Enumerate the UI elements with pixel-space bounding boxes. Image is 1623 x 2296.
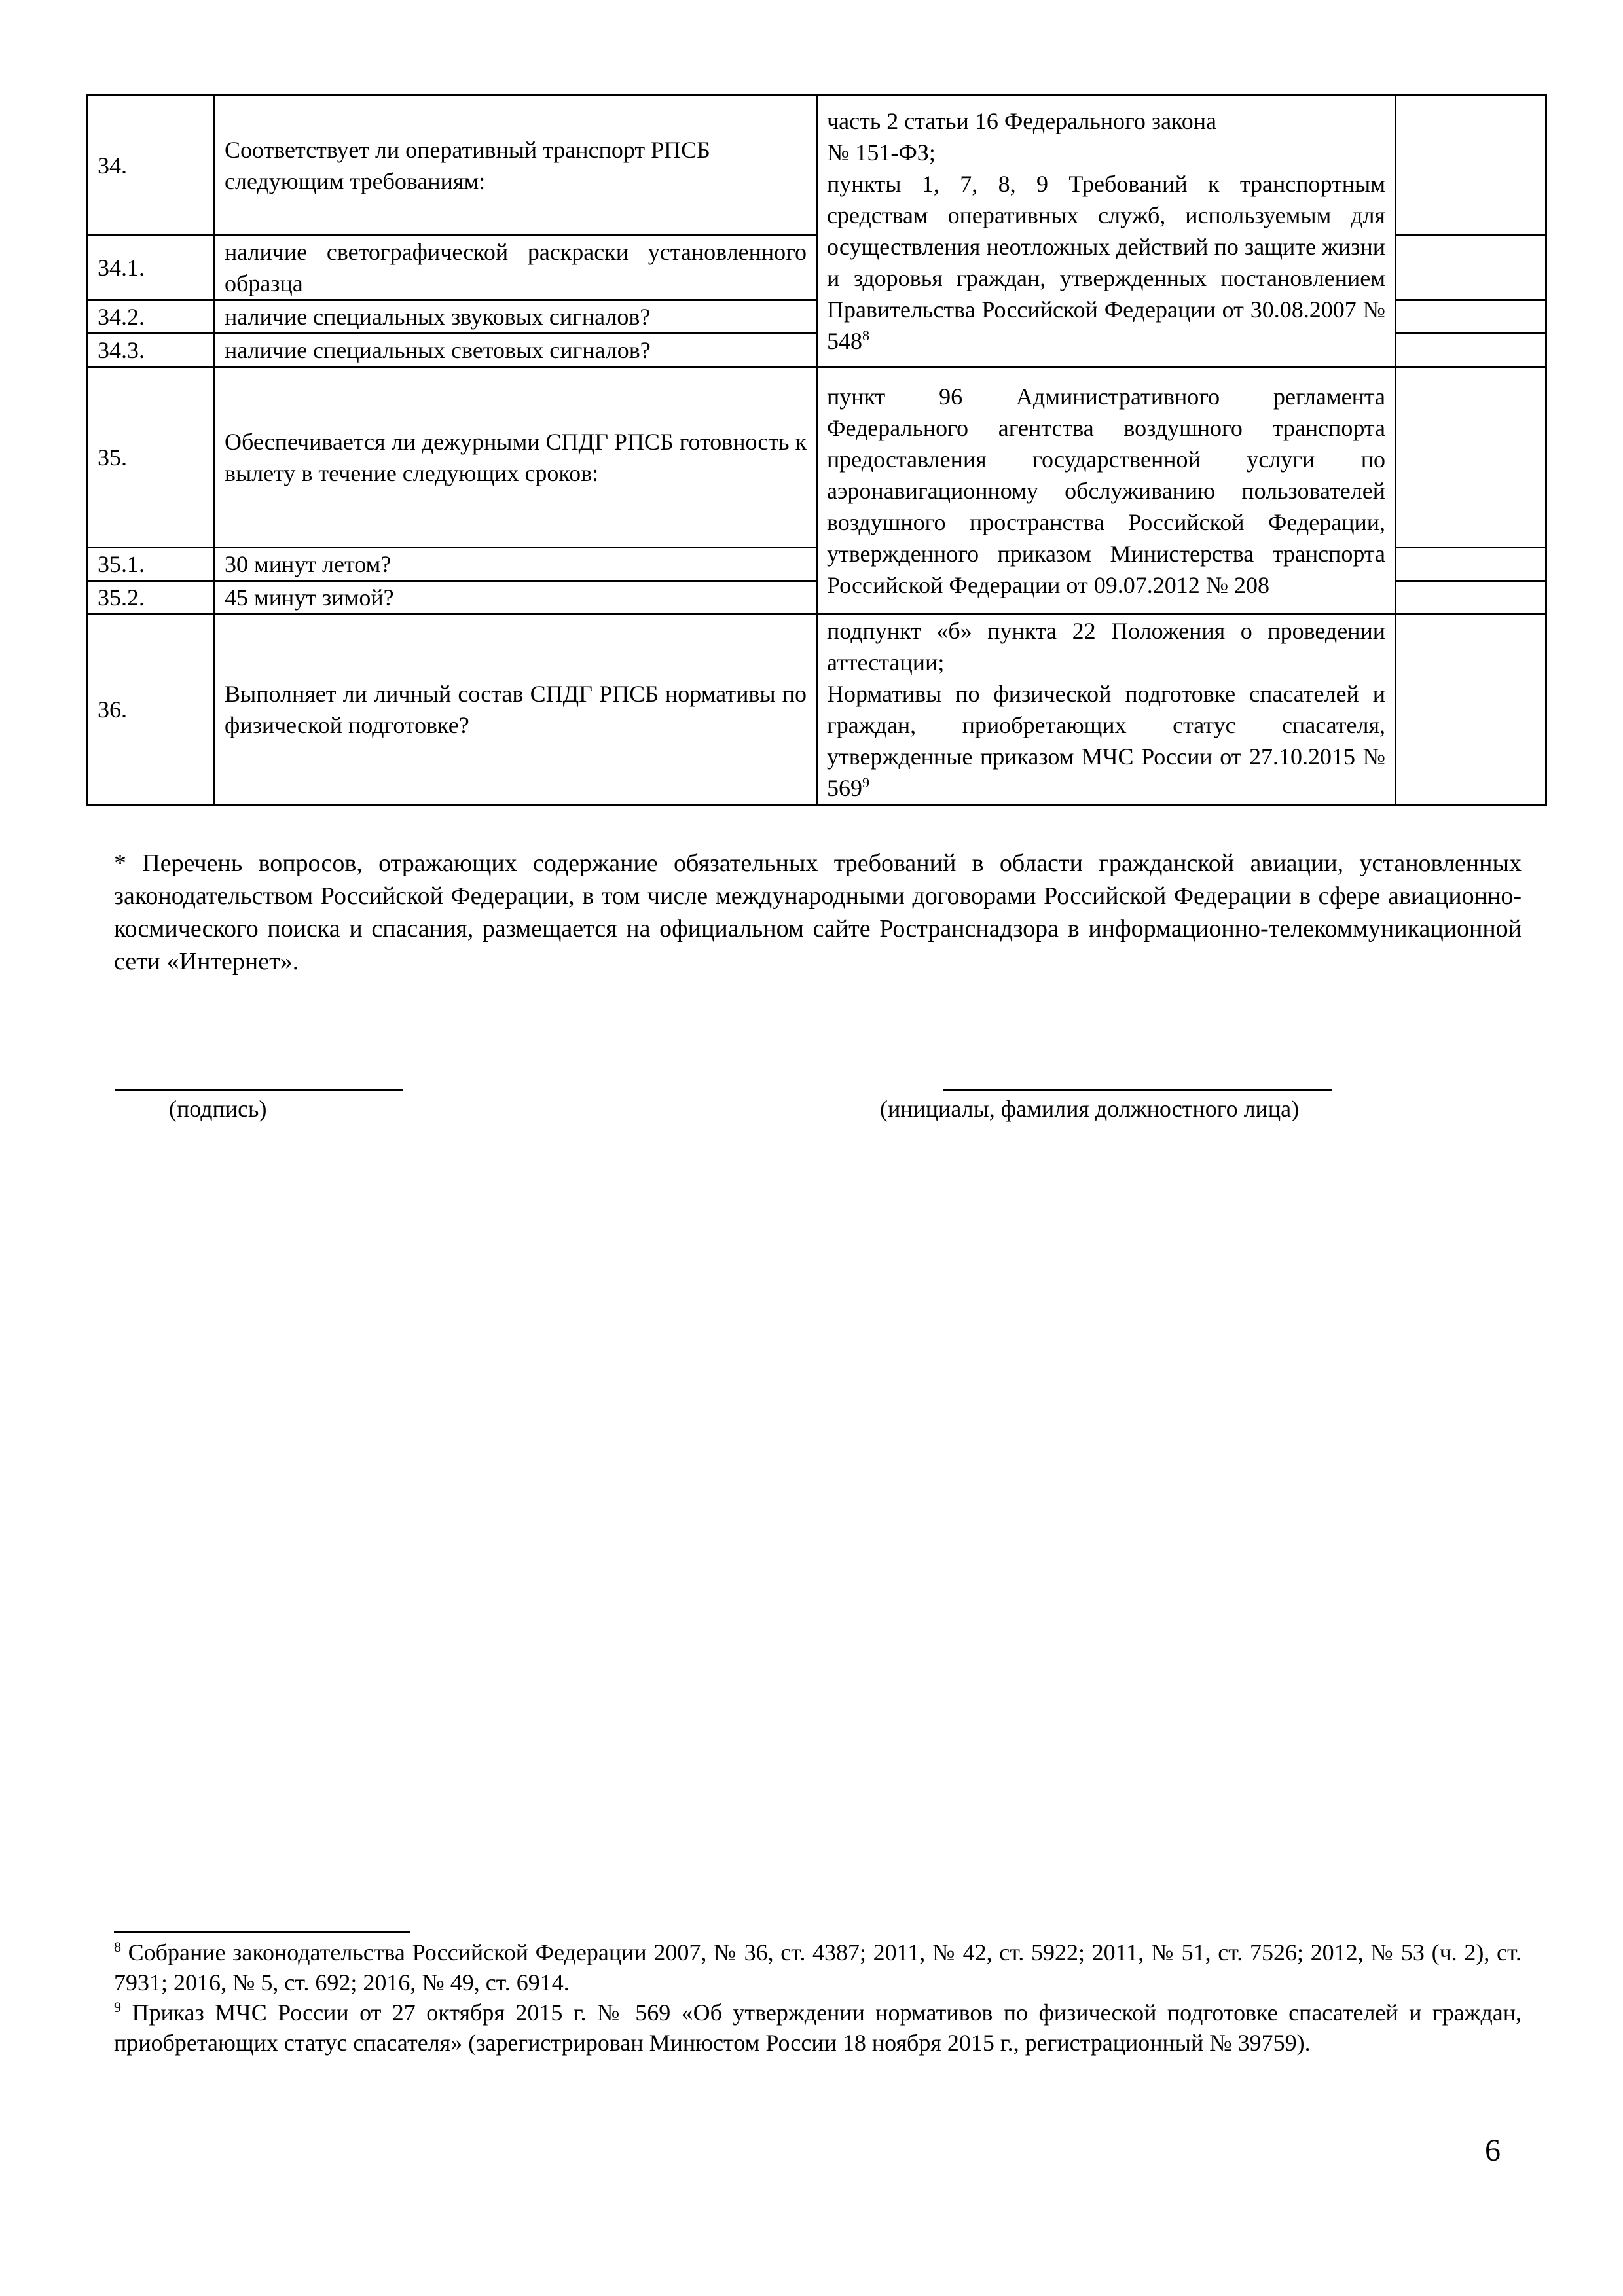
question-text: Соответствует ли оперативный транспорт РПСБ следующим требованиям: bbox=[215, 96, 817, 236]
question-text: наличие светографической раскраски установленного образца bbox=[215, 236, 817, 300]
basis-text: № 151-ФЗ; bbox=[827, 139, 936, 166]
answer-cell bbox=[1396, 96, 1546, 236]
question-text: 45 минут зимой? bbox=[215, 581, 817, 615]
table-row bbox=[88, 367, 1546, 548]
signature-line bbox=[115, 1089, 403, 1091]
table-row bbox=[88, 615, 1546, 805]
basis-text: Нормативы по физической подготовке спасателей и граждан, приобретающих статус спасателя, утвержденные приказом МЧС России от 27.10.2015 № $569^9$ bbox=[827, 681, 1385, 801]
name-line bbox=[943, 1089, 1332, 1091]
question-text: наличие специальных световых сигналов? bbox=[215, 334, 817, 367]
page-number: 6 bbox=[1485, 2133, 1501, 2168]
footnote-text: Приказ МЧС России от 27 октября 2015 г. № 569 «Об утверждении нормативов по физической подготовке спасателей и граждан, приобретающих статус спасателя» (зарегистрирован Минюстом России 18 ноября 2015 г., регистрационный № 39759). bbox=[114, 2000, 1522, 2056]
signature-caption: (подпись) bbox=[169, 1096, 267, 1122]
footnote bbox=[114, 1998, 1522, 2058]
checklist-table bbox=[86, 94, 1547, 806]
row-number: 34. bbox=[88, 96, 215, 236]
footnote-text: Собрание законодательства Российской Федерации 2007, № 36, ст. 4387; 2011, № 42, ст. 5922; 2011, № 51, ст. 7526; 2012, № 53 (ч. 2), ст. 7931; 2016, № 5, ст. 692; 2016, № 49, ст. 6914. bbox=[114, 1939, 1522, 1996]
answer-cell bbox=[1396, 581, 1546, 615]
footnote-ref: 8 bbox=[862, 327, 869, 344]
note-paragraph bbox=[114, 847, 1522, 978]
row-number: 36. bbox=[88, 615, 215, 805]
question-text: Выполняет ли личный состав СПДГ РПСБ нормативы по физической подготовке? bbox=[215, 615, 817, 805]
basis-text: пункты 1, 7, 8, 9 Требований к транспортным средствам оперативных служб, используемым для осуществления неотложных действий по защите жизни и здоровья граждан, утвержденных постановлением Правительства Российской Федерации от 30.08.2007 № $548^8$ bbox=[827, 171, 1385, 354]
name-caption: (инициалы, фамилия должностного лица) bbox=[880, 1096, 1300, 1122]
note-text: * Перечень вопросов, отражающих содержание обязательных требований в области гражданской авиации, установленных законодательством Российской Федерации, в том числе международными договорами Российской Федерации в сфере авиационно-космического поиска и спасания, размещается на официальном сайте Ространснадзора в информационно-телекоммуникационной сети «Интернет». bbox=[114, 850, 1522, 975]
legal-basis-cell bbox=[817, 615, 1396, 805]
question-text: наличие специальных звуковых сигналов? bbox=[215, 300, 817, 334]
basis-text: подпункт «б» пункта 22 Положения о проведении аттестации; bbox=[827, 618, 1385, 675]
answer-cell bbox=[1396, 300, 1546, 334]
legal-basis-cell bbox=[817, 367, 1396, 615]
basis-text: пункт 96 Административного регламента Федерального агентства воздушного транспорта предоставления государственной услуги по аэронавигационному обслуживанию пользователей воздушного пространства Российской Федерации, утвержденного приказом Министерства транспорта Российской Федерации от 09.07.2012 № 208 bbox=[827, 383, 1385, 598]
question-text: 30 минут летом? bbox=[215, 548, 817, 581]
answer-cell bbox=[1396, 615, 1546, 805]
answer-cell bbox=[1396, 334, 1546, 367]
row-number: 35. bbox=[88, 367, 215, 548]
footnotes bbox=[114, 1937, 1522, 2058]
row-number: 35.2. bbox=[88, 581, 215, 615]
answer-cell bbox=[1396, 548, 1546, 581]
legal-basis-cell bbox=[817, 96, 1396, 367]
answer-cell bbox=[1396, 236, 1546, 300]
footnote-separator bbox=[114, 1931, 410, 1933]
question-text: Обеспечивается ли дежурными СПДГ РПСБ готовность к вылету в течение следующих сроков: bbox=[215, 367, 817, 548]
row-number: 35.1. bbox=[88, 548, 215, 581]
row-number: 34.3. bbox=[88, 334, 215, 367]
row-number: 34.1. bbox=[88, 236, 215, 300]
footnote-mark: 8 bbox=[114, 1939, 121, 1955]
footnote-mark: 9 bbox=[114, 1999, 121, 2015]
footnote bbox=[114, 1937, 1522, 1998]
table-row bbox=[88, 96, 1546, 236]
answer-cell bbox=[1396, 367, 1546, 548]
basis-text: часть 2 статьи 16 Федерального закона bbox=[827, 108, 1216, 134]
footnote-ref: 9 bbox=[862, 774, 869, 791]
row-number: 34.2. bbox=[88, 300, 215, 334]
